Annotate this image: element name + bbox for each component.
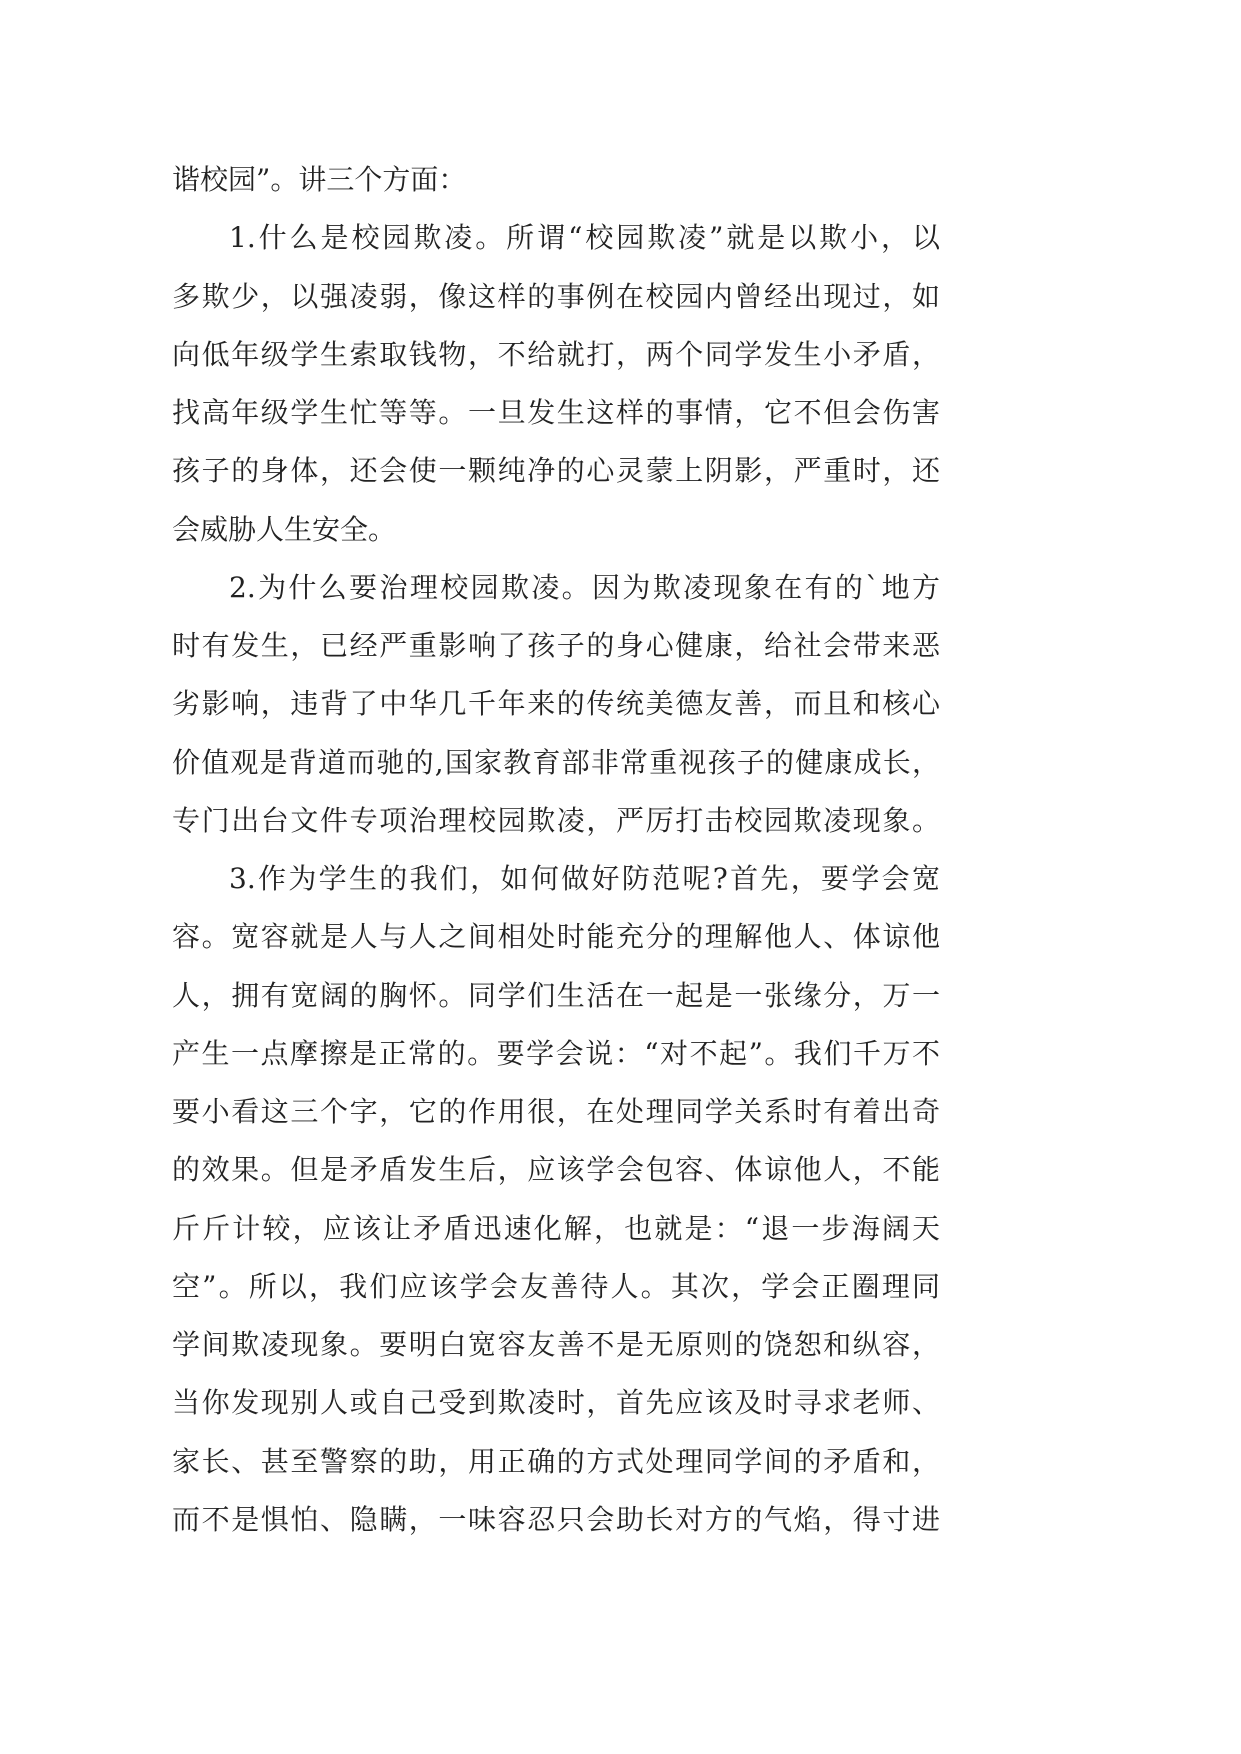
text-line: 的效果。但是矛盾发生后，应该学会包容、体谅他人，不能: [172, 1153, 940, 1187]
text-line: 劣影响，违背了中华几千年来的传统美德友善，而且和核心: [172, 687, 940, 721]
paragraph: [172, 151, 940, 209]
text-line: 要小看这三个字，它的作用很，在处理同学关系时有着出奇: [172, 1095, 940, 1128]
text-line: 1.什么是校园欺凌。所谓“校园欺凌”就是以欺小，以: [229, 221, 940, 255]
text-line: 谐校园”。讲三个方面：: [172, 163, 467, 196]
text-line: 向低年级学生索取钱物，不给就打，两个同学发生小矛盾，: [172, 337, 940, 371]
paragraph: [172, 850, 940, 1549]
text-line: 价值观是背道而驰的,国家教育部非常重视孩子的健康成长，: [172, 745, 940, 779]
text-line: 空”。所以，我们应该学会友善待人。其次，学会正圈理同: [172, 1269, 940, 1303]
body-text: [172, 151, 940, 1549]
text-line: 学间欺凌现象。要明白宽容友善不是无原则的饶恕和纵容，: [172, 1328, 940, 1361]
text-line: 家长、甚至警察的助，用正确的方式处理同学间的矛盾和，: [172, 1444, 940, 1478]
text-line: 孩子的身体，还会使一颗纯净的心灵蒙上阴影，严重时，还: [172, 454, 940, 488]
text-line: 专门出台文件专项治理校园欺凌，严厉打击校园欺凌现象。: [172, 803, 940, 837]
text-line: 产生一点摩擦是正常的。要学会说：“对不起”。我们千万不: [172, 1036, 940, 1070]
text-line: 找高年级学生忙等等。一旦发生这样的事情，它不但会伤害: [172, 396, 940, 429]
text-line: 而不是惧怕、隐瞒，一味容忍只会助长对方的气焰，得寸进: [172, 1502, 940, 1536]
paragraph: [172, 209, 940, 559]
text-line: 2.为什么要治理校园欺凌。因为欺凌现象在有的`地方: [229, 570, 940, 604]
text-line: 当你发现别人或自己受到欺凌时，首先应该及时寻求老师、: [172, 1386, 940, 1420]
text-line: 3.作为学生的我们，如何做好防范呢?首先，要学会宽: [229, 862, 940, 895]
text-line: 时有发生，已经严重影响了孩子的身心健康，给社会带来恶: [172, 629, 940, 662]
text-line: 容。宽容就是人与人之间相处时能充分的理解他人、体谅他: [172, 920, 940, 954]
text-line: 会威胁人生安全。: [172, 512, 397, 546]
text-line: 人，拥有宽阔的胸怀。同学们生活在一起是一张缘分，万一: [172, 978, 940, 1012]
text-line: 斤斤计较，应该让矛盾迅速化解，也就是：“退一步海阔天: [172, 1211, 940, 1245]
paragraph: [172, 559, 940, 850]
text-line: 多欺少，以强凌弱，像这样的事例在校园内曾经出现过，如: [172, 279, 940, 313]
